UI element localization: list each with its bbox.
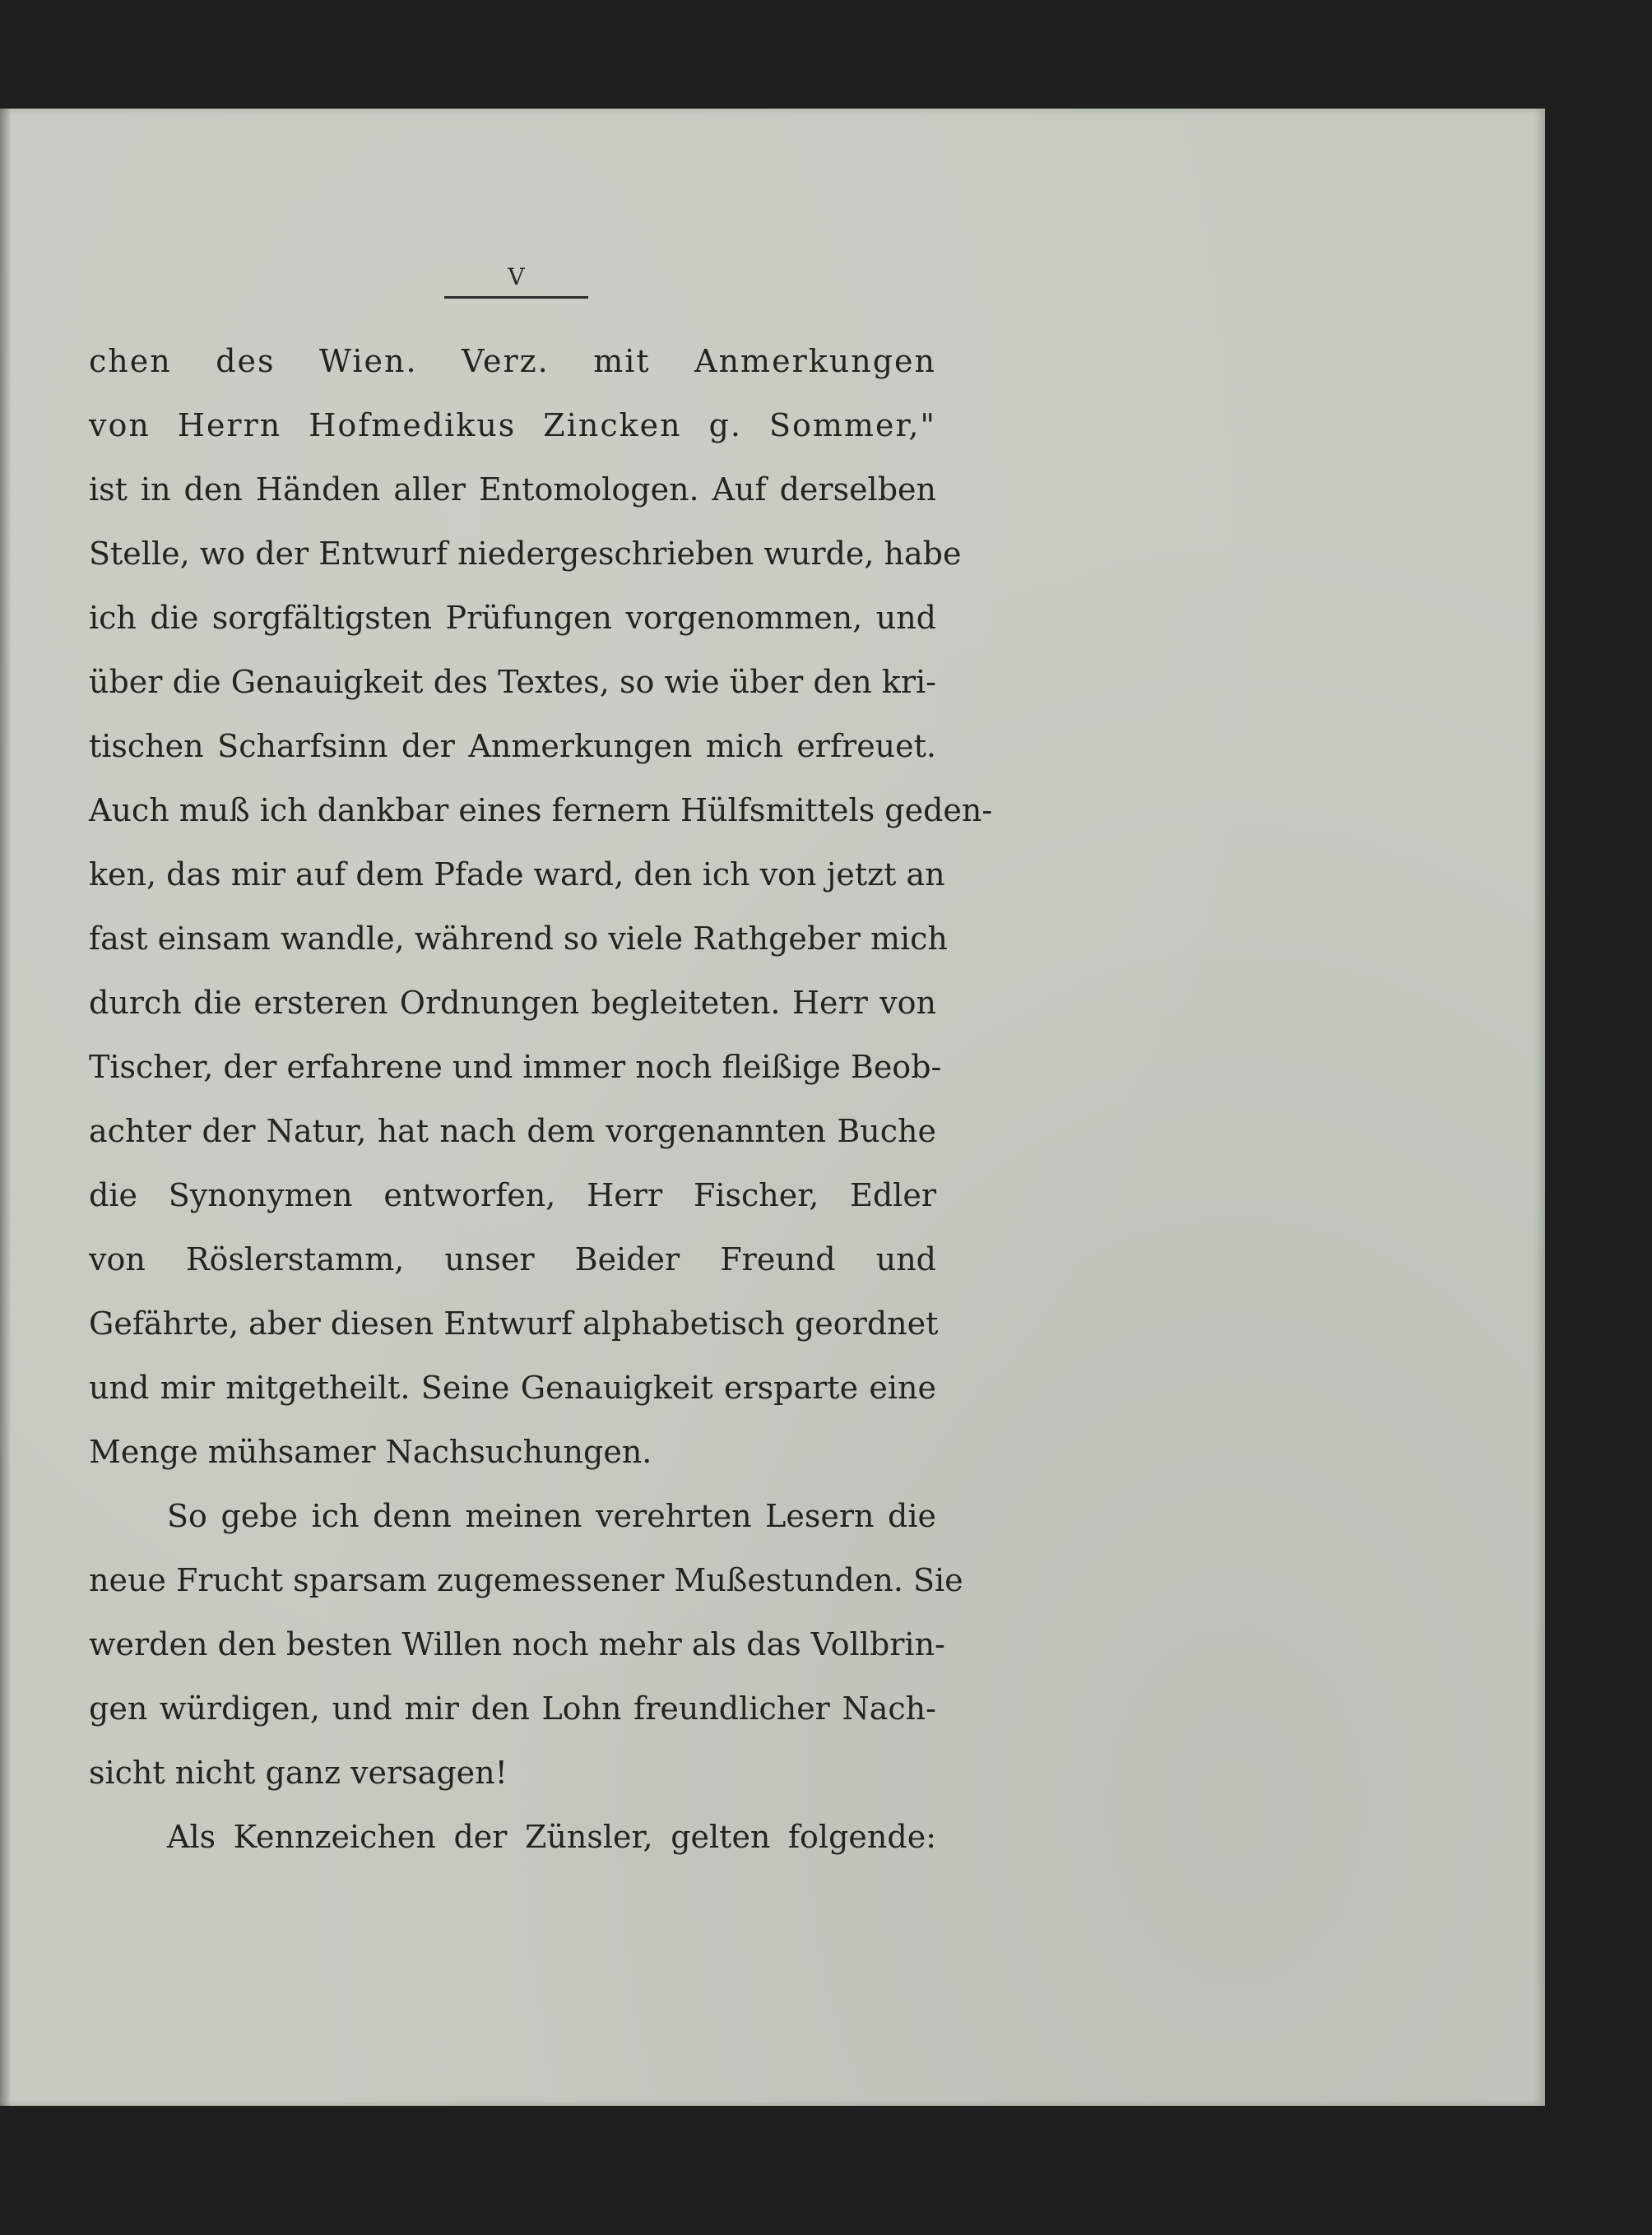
page-number: V [508,263,525,290]
text-line: Menge mühsamer Nachsuchungen. [89,1434,652,1470]
text-line: Tischer, der erfahrene und immer noch fleißige Beob- [89,1049,942,1085]
text-line: durch die ersteren Ordnungen begleiteten. Herr von [89,985,936,1021]
text-line: sicht nicht ganz versagen! [89,1755,508,1791]
text-line: Gefährte, aber diesen Entwurf alphabetisch geordnet [89,1305,939,1342]
text-line: ist in den Händen aller Entomologen. Auf derselben [89,471,936,508]
text-line: chen des Wien. Verz. mit Anmerkungen [89,343,936,379]
text-line: fast einsam wandle, während so viele Rathgeber mich [89,920,948,957]
text-line: Stelle, wo der Entwurf niedergeschrieben wurde, habe [89,536,962,572]
text-line: Auch muß ich dankbar eines fernern Hülfsmittels geden- [89,792,993,828]
text-line: die Synonymen entworfen, Herr Fischer, Edler [89,1177,936,1213]
text-line: tischen Scharfsinn der Anmerkungen mich erfreuet. [89,728,936,764]
body-text [89,329,993,1869]
text-line: Als Kennzeichen der Zünsler, gelten folgende: [167,1819,936,1855]
header-rule [444,296,588,299]
text-line: So gebe ich denn meinen verehrten Lesern die [167,1498,936,1534]
text-line: neue Frucht sparsam zugemessener Mußestunden. Sie [89,1562,963,1598]
text-line: und mir mitgetheilt. Seine Genauigkeit ersparte eine [89,1370,936,1406]
text-line: über die Genauigkeit des Textes, so wie über den kri- [89,664,936,700]
text-line: werden den besten Willen noch mehr als das Vollbrin- [89,1626,945,1662]
text-line: von Röslerstamm, unser Beider Freund und [89,1241,936,1277]
text-line: von Herrn Hofmedikus Zincken g. Sommer," [89,407,936,443]
text-line: gen würdigen, und mir den Lohn freundlicher Nach- [89,1690,936,1727]
text-line: ken, das mir auf dem Pfade ward, den ich von jetzt an [89,856,945,893]
page-header [444,263,588,299]
text-line: ich die sorgfältigsten Prüfungen vorgenommen, und [89,600,936,636]
page-gutter-shadow [0,109,12,2106]
text-line: achter der Natur, hat nach dem vorgenannten Buche [89,1113,936,1149]
